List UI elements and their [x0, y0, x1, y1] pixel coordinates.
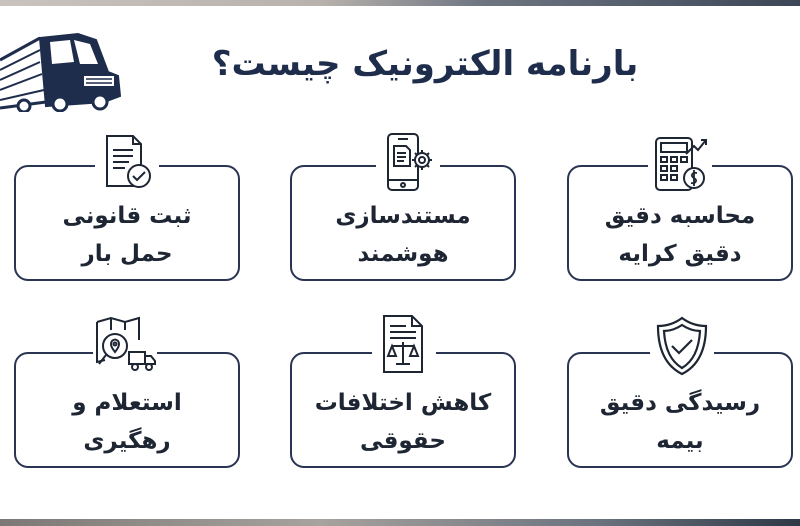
truck-icon [0, 30, 125, 112]
shield-check-icon [650, 314, 714, 378]
card-line-1: محاسبه دقیق [604, 203, 756, 229]
page-title: بارنامه الکترونیک چیست؟ [211, 44, 639, 84]
map-search-truck-icon [93, 314, 157, 378]
document-check-icon [95, 130, 159, 194]
card-line-1: استعلام و [72, 390, 182, 416]
card-text [569, 384, 791, 460]
card-text [292, 197, 514, 273]
card-line-2: هوشمند [357, 241, 449, 267]
card-text [16, 384, 238, 460]
card-text [292, 384, 514, 460]
top-photo-strip [0, 0, 800, 6]
card-line-2: بیمه [656, 428, 704, 454]
card-line-1: کاهش اختلافات [314, 390, 492, 416]
card-line-2: دقیق کرایه [618, 241, 742, 267]
card-line-1: ثبت قانونی [62, 203, 192, 229]
card-line-1: مستندسازی [335, 203, 471, 229]
calculator-dollar-icon [648, 132, 712, 196]
card-line-2: حمل بار [81, 241, 173, 267]
card-text [569, 197, 791, 273]
card-line-2: حقوقی [360, 428, 446, 454]
card-line-1: رسیدگی دقیق [599, 390, 761, 416]
card-text [16, 197, 238, 273]
card-line-2: رهگیری [83, 428, 171, 454]
bottom-photo-strip [0, 519, 800, 526]
mobile-document-gear-icon [376, 130, 440, 194]
legal-document-scales-icon [372, 312, 436, 376]
